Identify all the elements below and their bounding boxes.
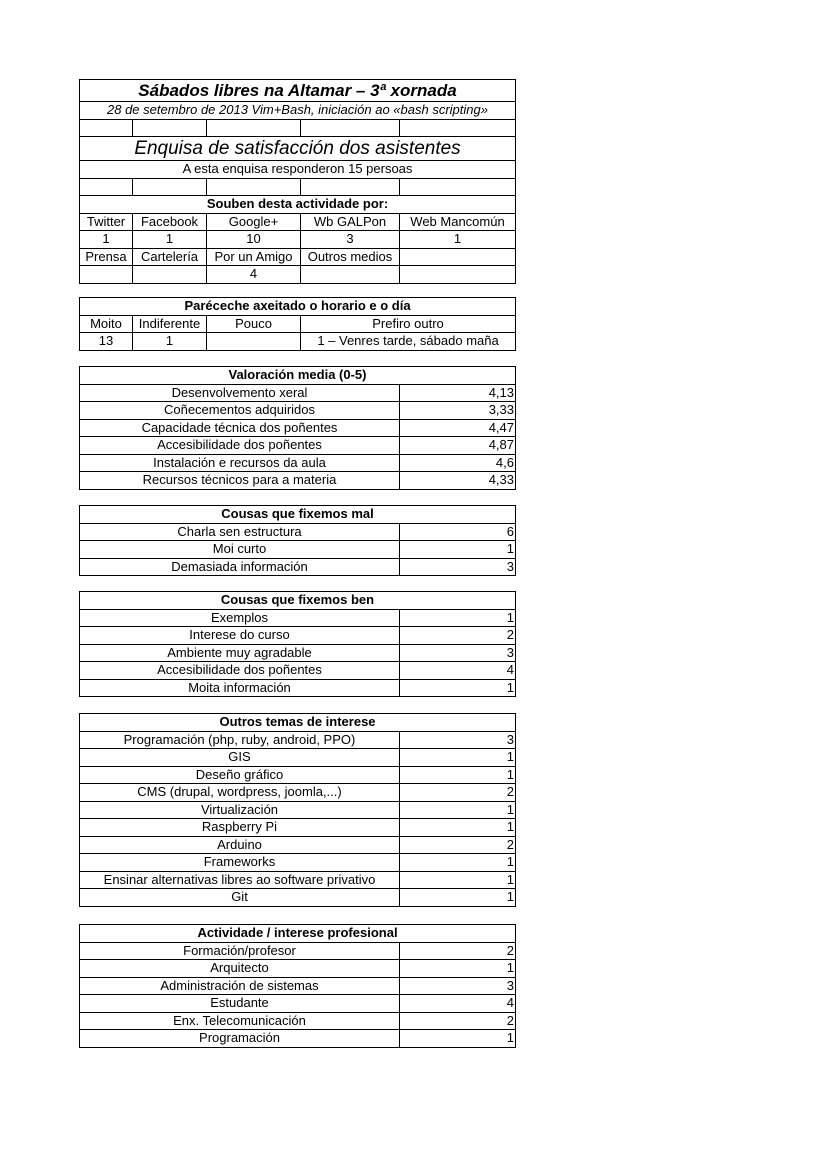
rating-table [79, 366, 516, 490]
schedule-section-title: Paréceche axeitado o horario e o día [80, 298, 516, 316]
table-row [80, 627, 516, 645]
source-labels-row [80, 213, 516, 231]
source-label: Twitter [80, 213, 133, 231]
row-label: Ensinar alternativas libres ao software privativo [80, 871, 400, 889]
source-value: 3 [301, 231, 400, 249]
row-label: Ambiente muy agradable [80, 644, 400, 662]
row-label: Enx. Telecomunicación [80, 1012, 400, 1030]
row-value: 4,87 [400, 437, 516, 455]
row-value: 2 [400, 784, 516, 802]
table-row [80, 558, 516, 576]
page-title: Sábados libres na Altamar – 3ª xornada [80, 80, 516, 102]
row-value: 2 [400, 627, 516, 645]
row-label: Virtualización [80, 801, 400, 819]
survey-header-table [79, 79, 516, 284]
row-value: 3,33 [400, 402, 516, 420]
table-row [80, 995, 516, 1013]
row-label: Charla sen estructura [80, 523, 400, 541]
source-value [400, 266, 516, 284]
table-row [80, 766, 516, 784]
table-row [80, 454, 516, 472]
row-label: Deseño gráfico [80, 766, 400, 784]
schedule-value: 1 – Venres tarde, sábado maña [301, 333, 516, 351]
row-label: Programación (php, ruby, android, PPO) [80, 731, 400, 749]
row-value: 1 [400, 801, 516, 819]
table-row [80, 662, 516, 680]
row-value: 6 [400, 523, 516, 541]
row-label: Estudante [80, 995, 400, 1013]
row-value: 1 [400, 854, 516, 872]
row-value: 4 [400, 662, 516, 680]
row-label: Accesibilidade dos poñentes [80, 437, 400, 455]
row-value: 1 [400, 871, 516, 889]
row-value: 4,33 [400, 472, 516, 490]
row-label: Interese do curso [80, 627, 400, 645]
event-subtitle: 28 de setembro de 2013 Vim+Bash, iniciación ao «bash scripting» [80, 102, 516, 120]
source-label: Web Mancomún [400, 213, 516, 231]
table-row [80, 679, 516, 697]
row-value: 4,13 [400, 384, 516, 402]
schedule-label: Pouco [207, 315, 301, 333]
table-row [80, 609, 516, 627]
source-label: Por un Amigo [207, 248, 301, 266]
source-label [400, 248, 516, 266]
table-row [80, 960, 516, 978]
source-values-row [80, 231, 516, 249]
row-value: 1 [400, 889, 516, 907]
row-value: 2 [400, 1012, 516, 1030]
table-row [80, 472, 516, 490]
table-row [80, 854, 516, 872]
source-label: Prensa [80, 248, 133, 266]
table-row [80, 819, 516, 837]
row-value: 1 [400, 609, 516, 627]
row-label: Exemplos [80, 609, 400, 627]
source-section-title: Souben desta actividade por: [80, 196, 516, 214]
table-row [80, 384, 516, 402]
row-label: Demasiada información [80, 558, 400, 576]
table-row [80, 784, 516, 802]
table-row [80, 942, 516, 960]
table-row [80, 419, 516, 437]
row-label: Arduino [80, 836, 400, 854]
survey-title: Enquisa de satisfacción dos asistentes [80, 137, 516, 161]
good-section-title: Cousas que fixemos ben [80, 592, 516, 610]
empty-row [80, 178, 516, 196]
row-value: 3 [400, 558, 516, 576]
row-label: Programación [80, 1030, 400, 1048]
row-label: Arquitecto [80, 960, 400, 978]
table-row [80, 644, 516, 662]
rating-section-title: Valoración media (0-5) [80, 367, 516, 385]
bad-things-table [79, 505, 516, 576]
row-label: Administración de sistemas [80, 977, 400, 995]
row-label: Coñecementos adquiridos [80, 402, 400, 420]
row-value: 3 [400, 977, 516, 995]
source-labels-row [80, 248, 516, 266]
row-value: 1 [400, 679, 516, 697]
schedule-label: Moito [80, 315, 133, 333]
table-row [80, 977, 516, 995]
source-value: 10 [207, 231, 301, 249]
row-value: 1 [400, 766, 516, 784]
table-row [80, 836, 516, 854]
source-value: 4 [207, 266, 301, 284]
source-label: Cartelería [133, 248, 207, 266]
row-label: Accesibilidade dos poñentes [80, 662, 400, 680]
row-value: 4,47 [400, 419, 516, 437]
schedule-label: Prefiro outro [301, 315, 516, 333]
row-label: GIS [80, 749, 400, 767]
topics-table [79, 713, 516, 907]
respondents-note: A esta enquisa responderon 15 persoas [80, 161, 516, 179]
row-label: Capacidade técnica dos poñentes [80, 419, 400, 437]
row-label: CMS (drupal, wordpress, joomla,...) [80, 784, 400, 802]
empty-row [80, 119, 516, 137]
schedule-value: 13 [80, 333, 133, 351]
table-row [80, 801, 516, 819]
table-row [80, 437, 516, 455]
table-row [80, 889, 516, 907]
row-value: 3 [400, 731, 516, 749]
source-values-row [80, 266, 516, 284]
table-row [80, 731, 516, 749]
source-value [80, 266, 133, 284]
good-things-table [79, 591, 516, 697]
row-value: 1 [400, 541, 516, 559]
row-value: 4 [400, 995, 516, 1013]
profession-table [79, 924, 516, 1048]
source-value: 1 [400, 231, 516, 249]
row-value: 1 [400, 1030, 516, 1048]
row-value: 2 [400, 942, 516, 960]
table-row [80, 749, 516, 767]
row-value: 1 [400, 749, 516, 767]
source-label: Google+ [207, 213, 301, 231]
bad-section-title: Cousas que fixemos mal [80, 506, 516, 524]
row-value: 3 [400, 644, 516, 662]
table-row [80, 541, 516, 559]
source-value: 1 [80, 231, 133, 249]
source-label: Facebook [133, 213, 207, 231]
table-row [80, 402, 516, 420]
source-value [133, 266, 207, 284]
source-value: 1 [133, 231, 207, 249]
schedule-value [207, 333, 301, 351]
row-label: Instalación e recursos da aula [80, 454, 400, 472]
table-row [80, 1012, 516, 1030]
source-label: Wb GALPon [301, 213, 400, 231]
table-row [80, 871, 516, 889]
schedule-values-row [80, 333, 516, 351]
schedule-value: 1 [133, 333, 207, 351]
schedule-table [79, 297, 516, 351]
row-value: 1 [400, 960, 516, 978]
source-label: Outros medios [301, 248, 400, 266]
row-label: Frameworks [80, 854, 400, 872]
source-value [301, 266, 400, 284]
table-row [80, 523, 516, 541]
row-value: 2 [400, 836, 516, 854]
row-value: 1 [400, 819, 516, 837]
row-label: Git [80, 889, 400, 907]
row-label: Raspberry Pi [80, 819, 400, 837]
profession-section-title: Actividade / interese profesional [80, 925, 516, 943]
topics-section-title: Outros temas de interese [80, 714, 516, 732]
table-row [80, 1030, 516, 1048]
row-label: Recursos técnicos para a materia [80, 472, 400, 490]
row-value: 4,6 [400, 454, 516, 472]
row-label: Moi curto [80, 541, 400, 559]
row-label: Desenvolvemento xeral [80, 384, 400, 402]
row-label: Formación/profesor [80, 942, 400, 960]
schedule-labels-row [80, 315, 516, 333]
row-label: Moita información [80, 679, 400, 697]
schedule-label: Indiferente [133, 315, 207, 333]
